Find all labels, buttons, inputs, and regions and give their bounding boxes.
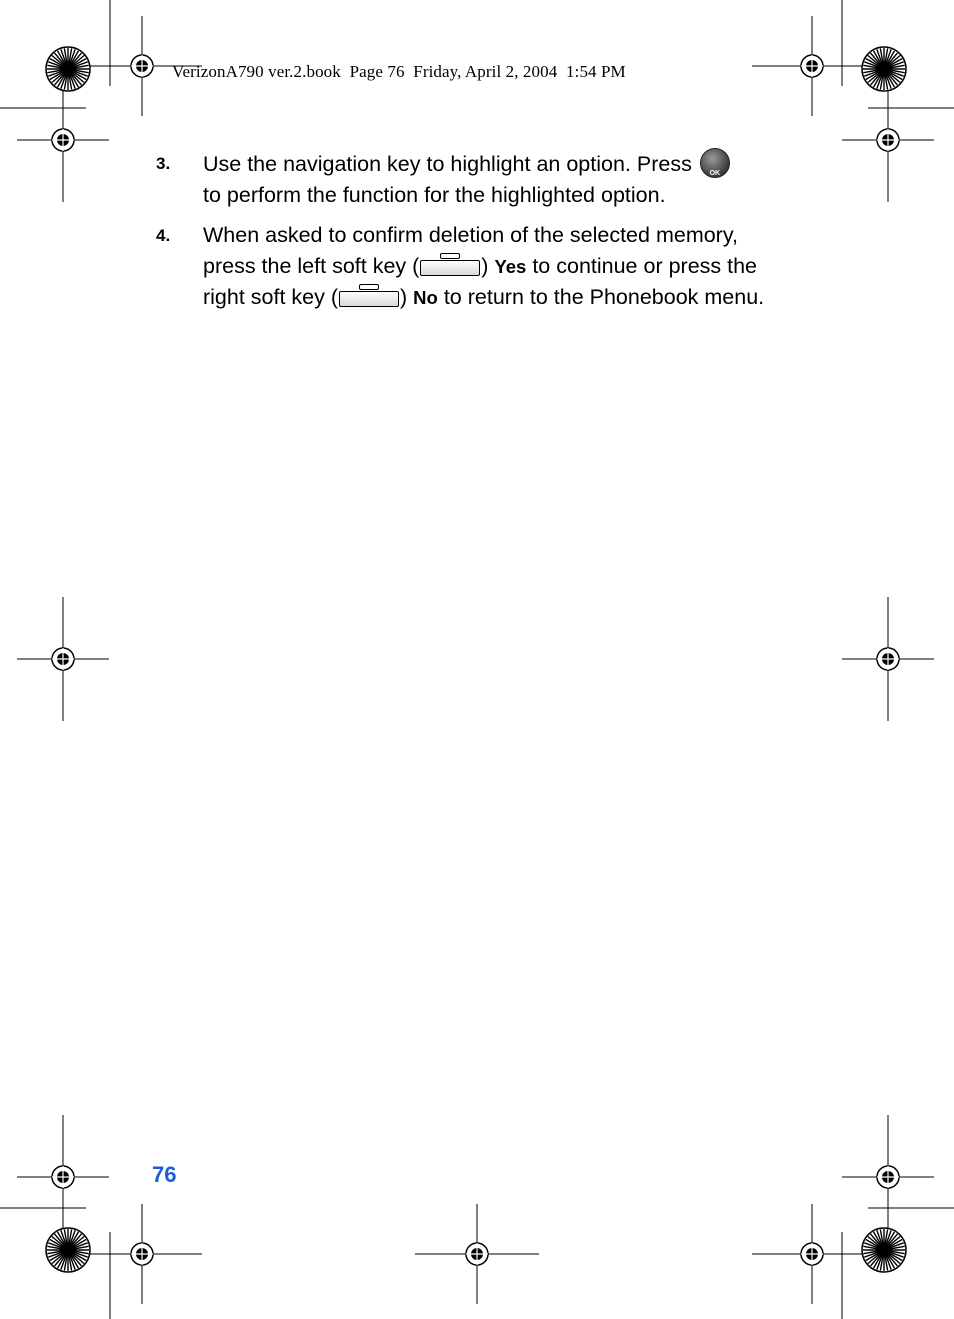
color-bar-star [862,1228,906,1272]
step-4 [156,220,796,313]
registration-mark [415,1204,539,1304]
registration-mark [842,597,934,721]
registration-mark [842,78,934,202]
step-text: When asked to confirm deletion of the selected memory, press the left soft key ( ) Yes to continue or press the right soft key ( ) No to return to the Phonebook menu. [203,223,765,309]
no-label: No [413,287,438,308]
color-bar-star [46,47,90,91]
step-number: 4. [156,226,171,245]
registration-mark [752,1204,872,1304]
registration-mark [17,1115,109,1239]
color-bar-star [46,1228,90,1272]
yes-label: Yes [494,256,527,277]
page-number: 76 [152,1162,177,1187]
registration-mark [82,1204,202,1304]
left-soft-key-icon [420,260,480,276]
registration-mark [17,78,109,202]
color-bar-star [862,47,906,91]
step-3 [156,148,796,211]
step-number: 3. [156,154,171,173]
step-text: Use the navigation key to highlight an option. Press OK to perform the function for the highlighted option. [203,148,796,211]
registration-mark [752,16,872,116]
ok-key-icon: OK [700,148,730,178]
registration-mark [842,1115,934,1239]
print-slug: VerizonA790 ver.2.book Page 76 Friday, April 2, 2004 1:54 PM [172,62,626,81]
right-soft-key-icon [339,291,399,307]
registration-mark [17,597,109,721]
